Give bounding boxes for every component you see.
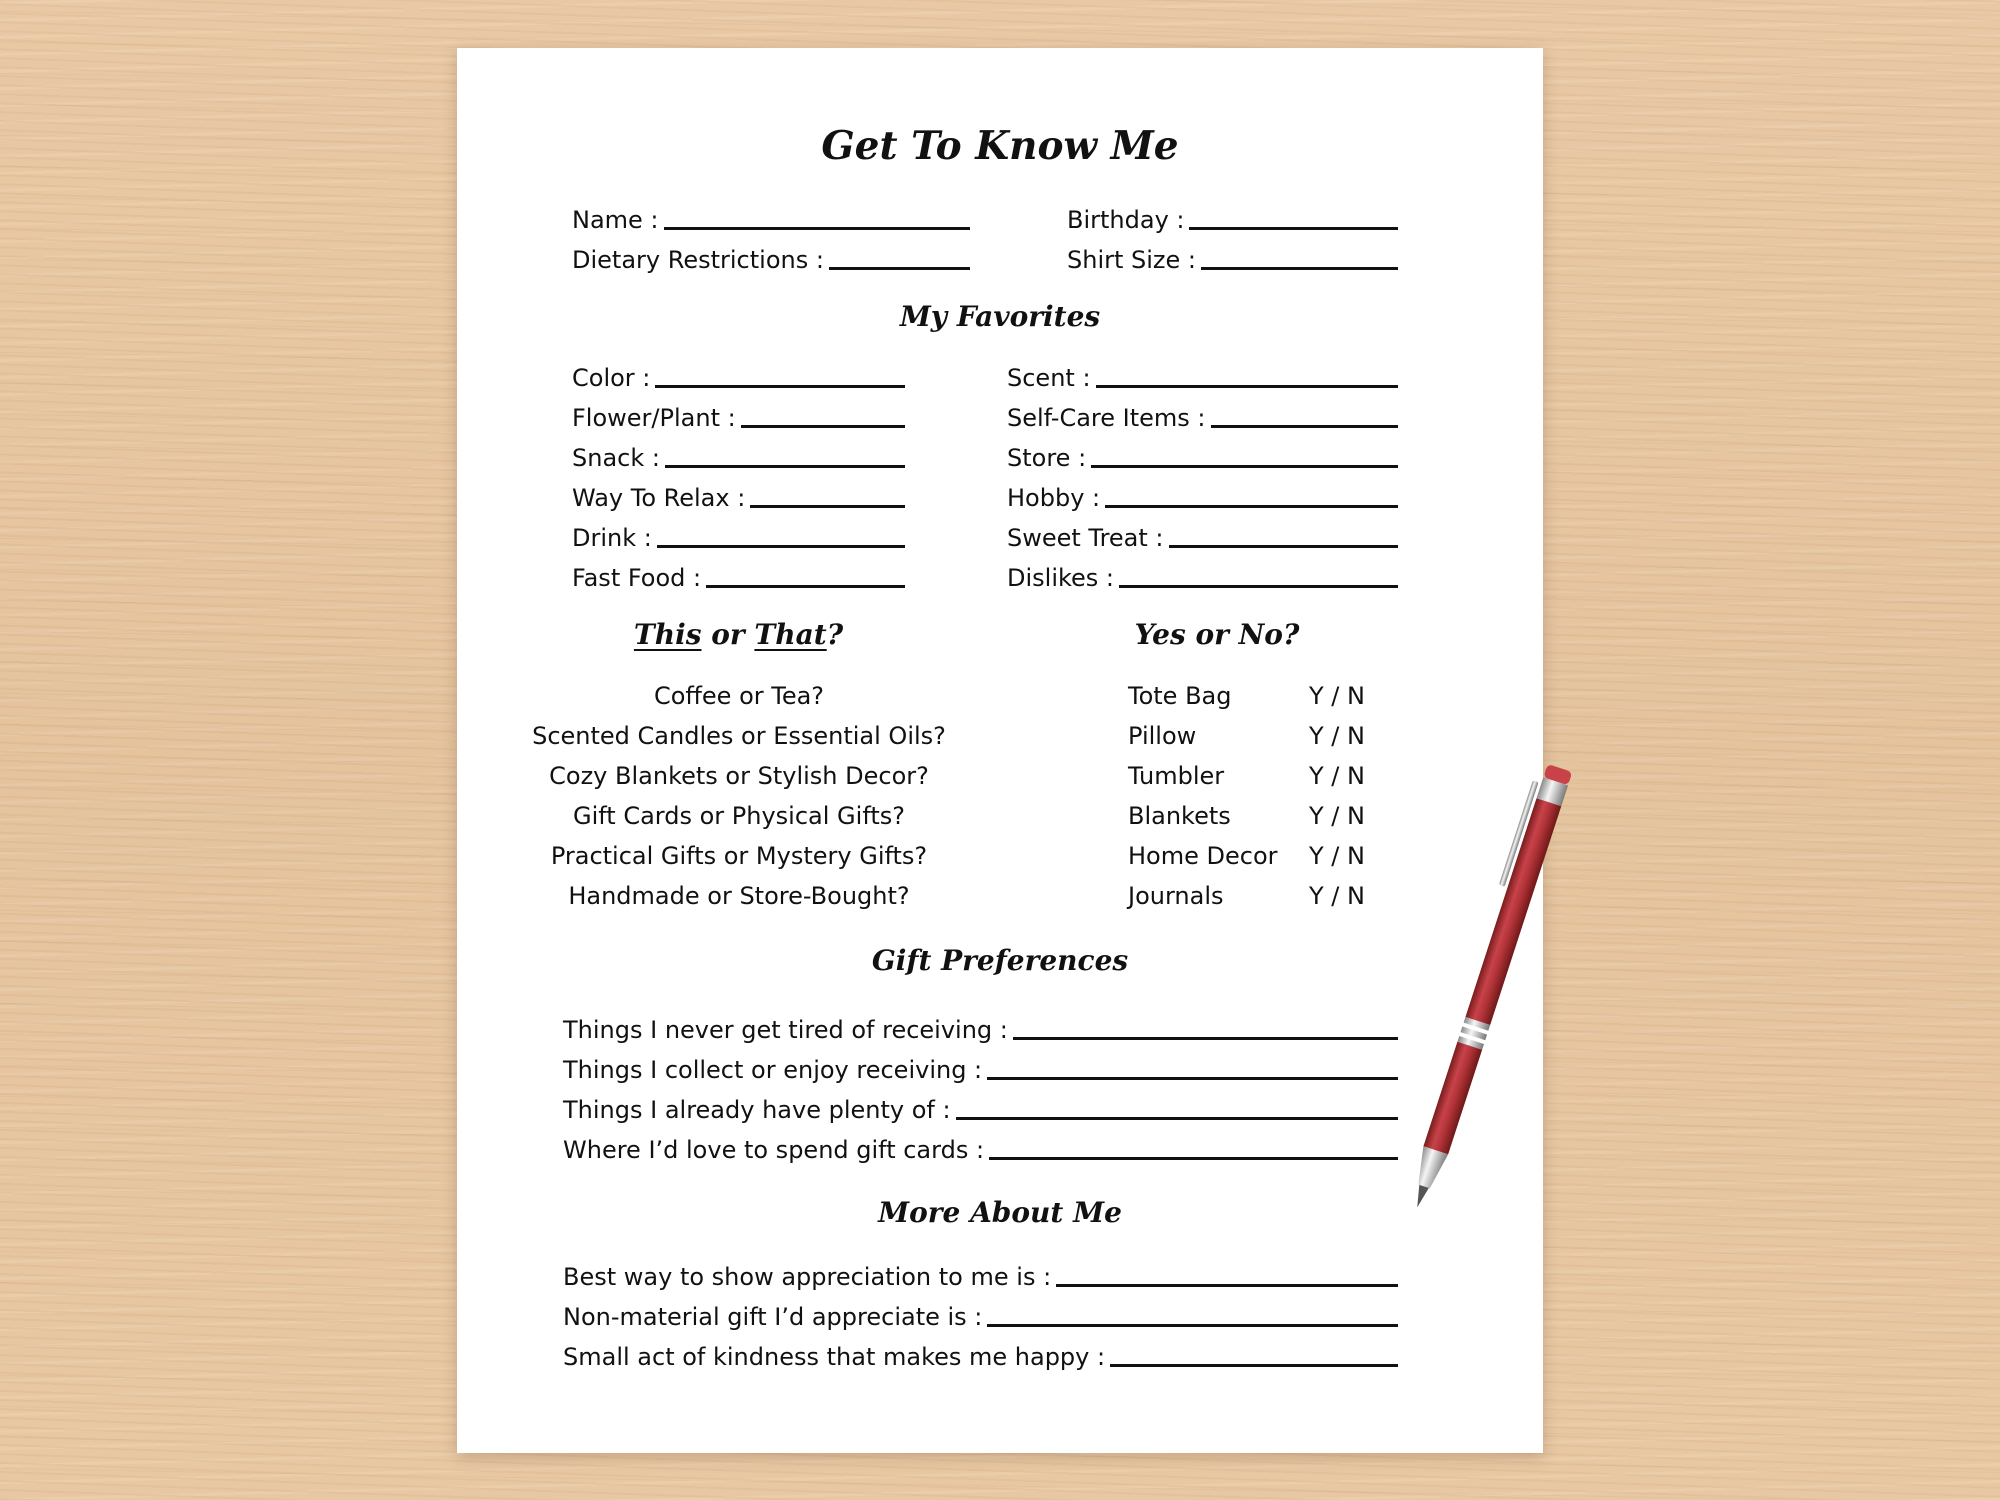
more-about-field[interactable] <box>563 1337 1398 1371</box>
this-or-that-item[interactable]: Scented Candles or Essential Oils? <box>532 722 946 750</box>
yes-no-option[interactable]: Y / N <box>1309 882 1365 910</box>
favorites-heading: My Favorites <box>899 300 1101 333</box>
that-word: That <box>754 618 827 651</box>
gift-preference-label: Things I never get tired of receiving : <box>563 1016 1008 1044</box>
more-about-label: Best way to show appreciation to me is : <box>563 1263 1052 1291</box>
favorite-right-line[interactable] <box>1119 585 1398 588</box>
worksheet-page <box>457 48 1543 1453</box>
gift-preference-label: Things I already have plenty of : <box>563 1096 951 1124</box>
shirt-size-line[interactable] <box>1201 267 1398 270</box>
birthday-label: Birthday : <box>1067 206 1185 234</box>
favorite-right-label: Hobby : <box>1007 484 1101 512</box>
more-about-line[interactable] <box>987 1324 1398 1327</box>
favorite-left-line[interactable] <box>657 545 905 548</box>
favorite-right-field[interactable] <box>1007 358 1398 392</box>
more-about-field[interactable] <box>563 1297 1398 1331</box>
favorite-right-field[interactable] <box>1007 478 1398 512</box>
dietary-line[interactable] <box>829 267 970 270</box>
name-label: Name : <box>572 206 659 234</box>
pen-icon <box>1395 740 1655 1260</box>
yes-no-item: Journals <box>1128 882 1224 910</box>
favorite-left-field[interactable] <box>572 358 905 392</box>
favorite-right-label: Store : <box>1007 444 1087 472</box>
yes-no-item: Tote Bag <box>1128 682 1232 710</box>
name-field[interactable] <box>572 200 970 234</box>
birthday-line[interactable] <box>1189 227 1398 230</box>
favorite-left-line[interactable] <box>665 465 905 468</box>
favorite-right-line[interactable] <box>1091 465 1398 468</box>
yes-no-option[interactable]: Y / N <box>1309 722 1365 750</box>
this-or-that-item[interactable]: Handmade or Store-Bought? <box>568 882 910 910</box>
more-about-line[interactable] <box>1110 1364 1398 1367</box>
dietary-label: Dietary Restrictions : <box>572 246 824 274</box>
favorite-left-line[interactable] <box>655 385 905 388</box>
favorite-right-label: Scent : <box>1007 364 1091 392</box>
gift-preference-label: Where I’d love to spend gift cards : <box>563 1136 985 1164</box>
gift-preference-line[interactable] <box>989 1157 1398 1160</box>
more-about-field[interactable] <box>563 1257 1398 1291</box>
yes-no-option[interactable]: Y / N <box>1309 802 1365 830</box>
gift-preference-line[interactable] <box>987 1077 1398 1080</box>
pen-barrel-lower <box>1423 1042 1482 1155</box>
favorite-right-field[interactable] <box>1007 558 1398 592</box>
yes-or-no-heading: Yes or No? <box>1134 618 1300 651</box>
birthday-field[interactable] <box>1067 200 1398 234</box>
shirt-size-label: Shirt Size : <box>1067 246 1196 274</box>
favorite-right-label: Dislikes : <box>1007 564 1115 592</box>
favorite-left-label: Drink : <box>572 524 652 552</box>
favorite-left-line[interactable] <box>706 585 905 588</box>
gift-preference-label: Things I collect or enjoy receiving : <box>563 1056 983 1084</box>
favorite-right-line[interactable] <box>1211 425 1398 428</box>
favorite-left-field[interactable] <box>572 518 905 552</box>
yes-no-option[interactable]: Y / N <box>1309 682 1365 710</box>
this-or-that-item[interactable]: Practical Gifts or Mystery Gifts? <box>550 842 928 870</box>
yes-no-option[interactable]: Y / N <box>1309 842 1365 870</box>
favorite-left-label: Snack : <box>572 444 660 472</box>
gift-preference-field[interactable] <box>563 1010 1398 1044</box>
favorite-right-line[interactable] <box>1105 505 1398 508</box>
yes-no-option[interactable]: Y / N <box>1309 762 1365 790</box>
pen-tip-cone <box>1412 1146 1448 1190</box>
shirt-size-field[interactable] <box>1067 240 1398 274</box>
favorite-left-label: Color : <box>572 364 651 392</box>
name-line[interactable] <box>664 227 970 230</box>
yes-no-item: Blankets <box>1128 802 1231 830</box>
gift-preference-line[interactable] <box>956 1117 1398 1120</box>
this-or-that-item[interactable]: Cozy Blankets or Stylish Decor? <box>549 762 929 790</box>
pen-barrel-upper <box>1465 798 1561 1025</box>
favorite-left-field[interactable] <box>572 478 905 512</box>
favorite-right-field[interactable] <box>1007 398 1398 432</box>
dietary-field[interactable] <box>572 240 970 274</box>
this-or-that-item[interactable]: Gift Cards or Physical Gifts? <box>573 802 905 830</box>
gift-preference-field[interactable] <box>563 1130 1398 1164</box>
favorite-left-line[interactable] <box>750 505 905 508</box>
favorite-left-field[interactable] <box>572 438 905 472</box>
favorite-left-field[interactable] <box>572 558 905 592</box>
yes-no-item: Home Decor <box>1128 842 1278 870</box>
this-or-that-item[interactable]: Coffee or Tea? <box>653 682 825 710</box>
gift-preference-line[interactable] <box>1013 1037 1398 1040</box>
favorite-left-line[interactable] <box>741 425 905 428</box>
yes-no-item: Pillow <box>1128 722 1197 750</box>
favorite-right-label: Sweet Treat : <box>1007 524 1164 552</box>
favorite-right-label: Self-Care Items : <box>1007 404 1206 432</box>
favorite-left-label: Flower/Plant : <box>572 404 736 432</box>
yes-no-item: Tumbler <box>1128 762 1225 790</box>
gift-preference-field[interactable] <box>563 1050 1398 1084</box>
favorite-left-label: Way To Relax : <box>572 484 746 512</box>
this-or-that-heading <box>572 618 905 651</box>
favorite-right-field[interactable] <box>1007 518 1398 552</box>
favorite-right-line[interactable] <box>1096 385 1398 388</box>
more-about-label: Non-material gift I’d appreciate is : <box>563 1303 983 1331</box>
favorite-left-label: Fast Food : <box>572 564 702 592</box>
gift-preferences-heading: Gift Preferences <box>871 944 1129 977</box>
more-about-label: Small act of kindness that makes me happy : <box>563 1343 1106 1371</box>
favorite-left-field[interactable] <box>572 398 905 432</box>
favorite-right-line[interactable] <box>1169 545 1398 548</box>
this-word: This <box>633 618 702 651</box>
favorite-right-field[interactable] <box>1007 438 1398 472</box>
or-word: or <box>711 618 745 651</box>
question-mark: ? <box>826 618 844 651</box>
page-title: Get To Know Me <box>821 123 1179 169</box>
more-about-me-heading: More About Me <box>878 1196 1122 1229</box>
more-about-line[interactable] <box>1056 1284 1398 1287</box>
gift-preference-field[interactable] <box>563 1090 1398 1124</box>
pen-tip <box>1412 1185 1428 1209</box>
